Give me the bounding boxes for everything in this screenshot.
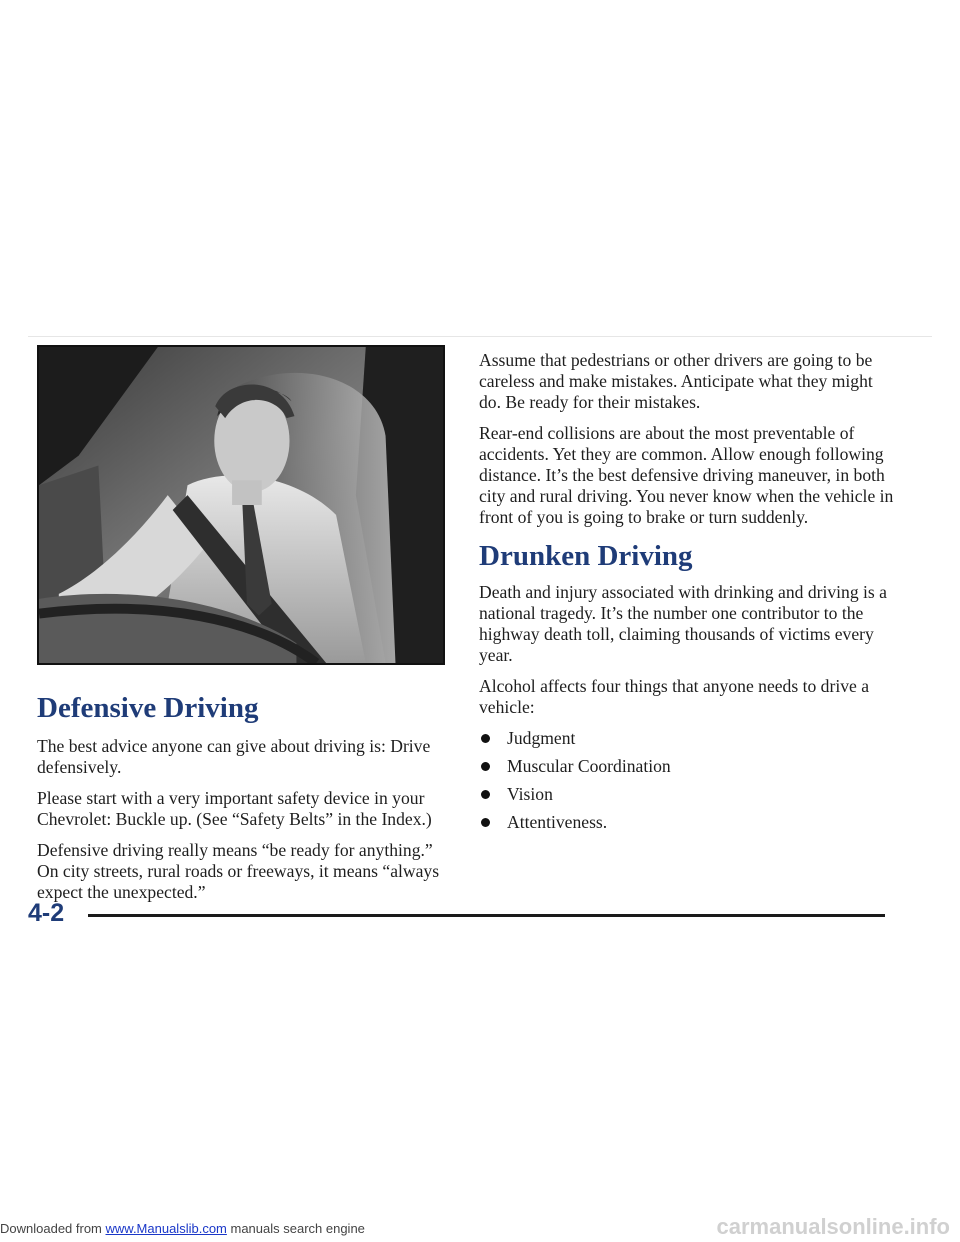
paragraph-death-injury: Death and injury associated with drinking and driving is a national tragedy. It’s the number one contributor to the highway death toll, claiming thousands of victims every year. [479, 582, 887, 665]
manualslib-link[interactable]: www.Manualslib.com [105, 1221, 227, 1236]
watermark: carmanualsonline.info [716, 1214, 950, 1239]
list-item [479, 756, 899, 777]
list-item-text: Muscular Coordination [507, 756, 671, 776]
heading-defensive-driving: Defensive Driving [37, 692, 259, 724]
bullet-dot-icon [481, 818, 490, 827]
driver-illustration-art [39, 347, 443, 663]
download-banner [0, 1220, 365, 1238]
driver-illustration [37, 345, 445, 665]
bullet-dot-icon [481, 790, 490, 799]
paragraph-buckle-up: Please start with a very important safety device in your Chevrolet: Buckle up. (See “Safety Belts” in the Index.) [37, 788, 432, 829]
bullet-dot-icon [481, 762, 490, 771]
footer-rule [88, 914, 885, 917]
heading-drunken-driving: Drunken Driving [479, 540, 693, 572]
page-top-line [28, 336, 932, 337]
list-item-text: Attentiveness. [507, 812, 608, 832]
paragraph-alcohol-affects: Alcohol affects four things that anyone needs to drive a vehicle: [479, 676, 870, 717]
paragraph-best-advice: The best advice anyone can give about driving is: Drive defensively. [37, 736, 431, 777]
page-number: 4-2 [28, 899, 65, 927]
bullet-dot-icon [481, 734, 490, 743]
list-item [479, 728, 899, 749]
banner-prefix: Downloaded from [0, 1221, 106, 1236]
list-item [479, 812, 899, 833]
alcohol-effects-list [479, 728, 899, 833]
paragraph-assume: Assume that pedestrians or other drivers are going to be careless and make mistakes. Anticipate what they might do. Be ready for their mistakes. [479, 350, 873, 412]
page-footer [28, 897, 888, 933]
paragraph-ready-for-anything: Defensive driving really means “be ready for anything.” On city streets, rural roads or freeways, it means “always expect the unexpected.” [37, 840, 440, 902]
list-item [479, 784, 899, 805]
banner-suffix: manuals search engine [226, 1221, 365, 1236]
paragraph-rear-end: Rear-end collisions are about the most preventable of accidents. Yet they are common. Allow enough following distance. It’s the best defensive driving maneuver, in both city and rural driving. You never know when the vehicle in front of you is going to brake or turn suddenly. [479, 423, 894, 527]
list-item-text: Vision [507, 784, 553, 804]
list-item-text: Judgment [507, 728, 576, 748]
left-column [37, 690, 447, 913]
right-column [479, 350, 899, 840]
